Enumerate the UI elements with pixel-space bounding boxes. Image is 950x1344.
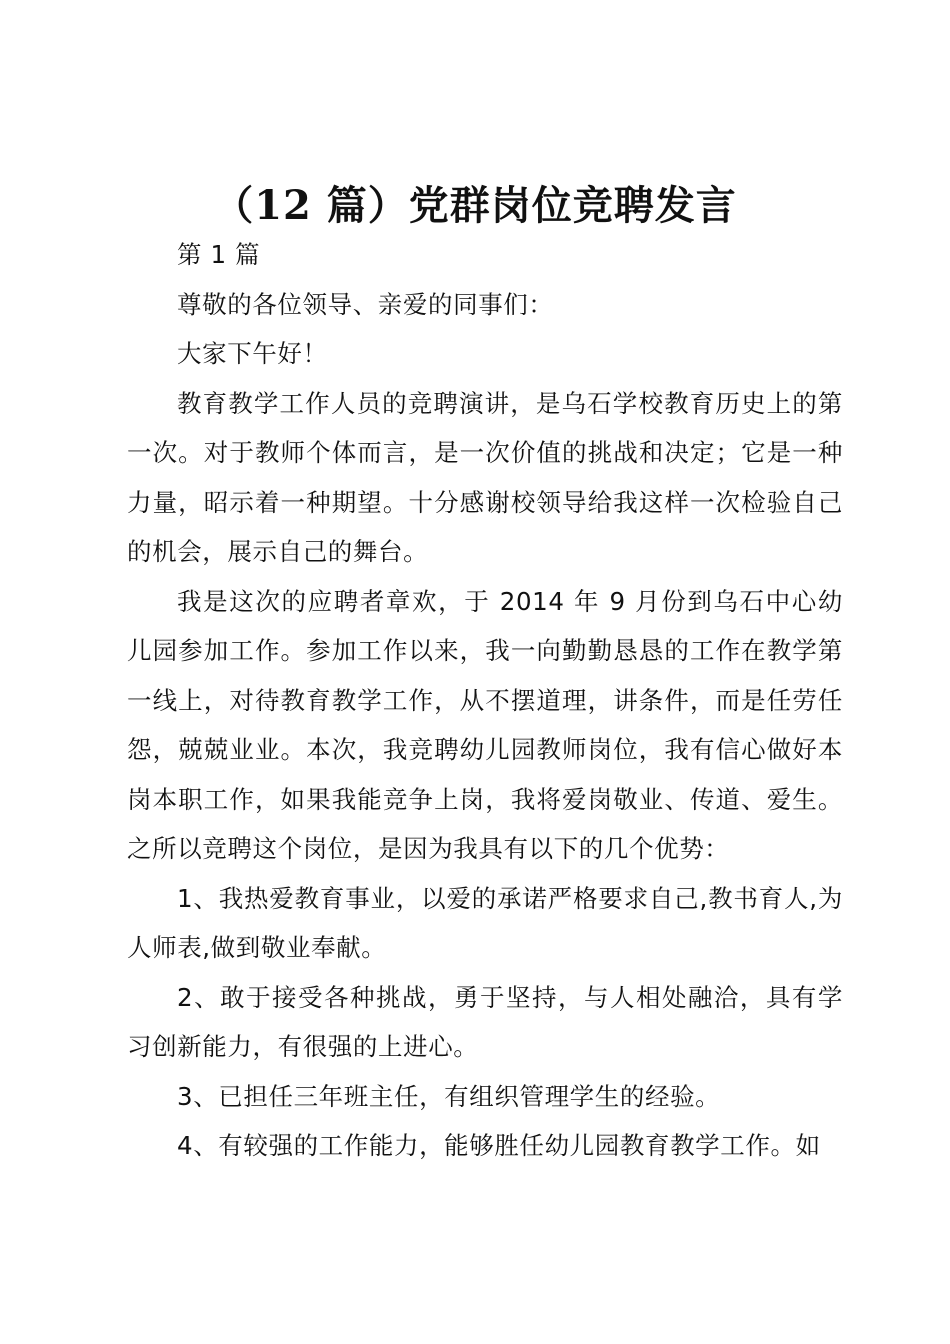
document-title: （12 篇）党群岗位竞聘发言 [213, 182, 737, 229]
section-heading: 第 1 篇 [177, 240, 261, 269]
paragraph: 教育教学工作人员的竞聘演讲，是乌石学校教育历史上的第一次。对于教师个体而言，是一次价值的挑战和决定；它是一种力量，昭示着一种期望。十分感谢校领导给我这样一次检验自己的机会，展示自己的舞台。 [127, 388, 843, 566]
paragraph: 我是这次的应聘者章欢，于 2014 年 9 月份到乌石中心幼儿园参加工作。参加工作以来，我一向勤勤恳恳的工作在教学第一线上，对待教育教学工作，从不摆道理，讲条件，而是任劳任怨，兢兢业业。本次，我竞聘幼儿园教师岗位，我有信心做好本岗本职工作，如果我能竞争上岗，我将爱岗敬业、传道、爱生。之所以竞聘这个岗位，是因为我具有以下的几个优势： [127, 586, 843, 863]
salutation: 尊敬的各位领导、亲爱的同事们： [177, 289, 554, 319]
list-item: 2、敢于接受各种挑战，勇于坚持，与人相处融洽，具有学习创新能力，有很强的上进心。 [127, 982, 843, 1061]
list-item: 1、我热爱教育事业，以爱的承诺严格要求自己,教书育人,为人师表,做到敬业奉献。 [127, 883, 843, 962]
document-body [127, 230, 843, 1171]
greeting: 大家下午好！ [177, 339, 328, 368]
list-item: 3、已担任三年班主任，有组织管理学生的经验。 [177, 1081, 721, 1111]
list-item: 4、有较强的工作能力，能够胜任幼儿园教育教学工作。如 [177, 1131, 821, 1160]
